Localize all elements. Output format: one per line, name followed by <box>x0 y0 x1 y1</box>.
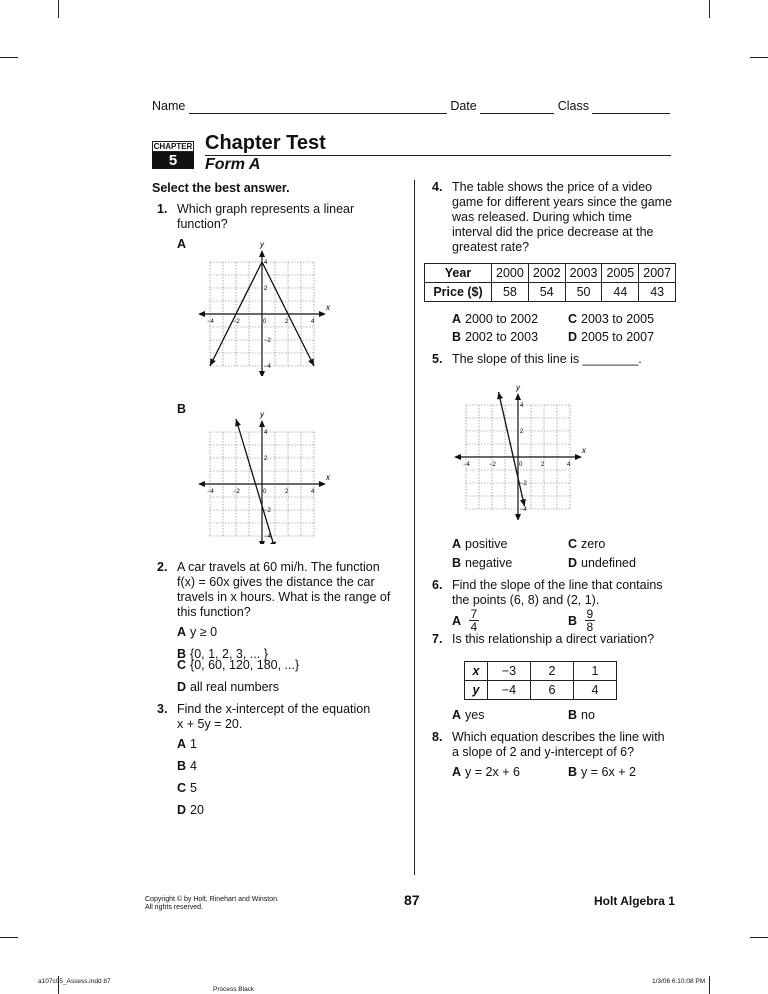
q2-option-d: D all real numbers <box>177 680 279 694</box>
x-axis-arrow <box>454 454 461 460</box>
question-1 <box>157 202 387 232</box>
table-cell: 2007 <box>639 264 676 283</box>
table-header: Price ($) <box>425 283 492 302</box>
table-cell: 6 <box>531 681 574 700</box>
q8-option-a: A y = 2x + 6 <box>452 765 520 779</box>
q4-option-c: C 2003 to 2005 <box>568 312 655 326</box>
date-blank <box>480 100 554 114</box>
table-cell: 44 <box>602 283 639 302</box>
y-axis-label: y <box>516 383 520 392</box>
page-number: 87 <box>404 892 420 908</box>
y-tick-label: 2 <box>264 286 268 292</box>
table-cell: 2002 <box>528 264 565 283</box>
q1-option-b-label: B <box>177 402 187 416</box>
question-2 <box>157 560 395 620</box>
class-blank <box>592 100 670 114</box>
instructions: Select the best answer. <box>152 181 290 195</box>
crop-mark <box>750 57 768 58</box>
q8-option-b: B y = 6x + 2 <box>568 765 636 779</box>
x-tick-label: 2 <box>541 462 545 468</box>
chapter-number: 5 <box>152 152 194 169</box>
question-number: 4. <box>432 180 443 194</box>
y-tick-label: −2 <box>264 508 271 514</box>
crop-mark <box>750 937 768 938</box>
copyright-line: Copyright © by Holt, Rinehart and Winston. <box>145 896 279 903</box>
book-title: Holt Algebra 1 <box>594 894 675 908</box>
q5-option-a: A positive <box>452 537 508 551</box>
crop-mark <box>0 57 18 58</box>
table-cell: 43 <box>639 283 676 302</box>
table-cell: 54 <box>528 283 565 302</box>
graph-q1-b <box>196 404 346 544</box>
x-tick-label: 2 <box>285 319 289 325</box>
y-axis-arrow <box>259 541 265 544</box>
line-arrowhead <box>497 392 503 399</box>
table-cell: −4 <box>488 681 531 700</box>
y-axis-arrow <box>515 393 521 400</box>
y-axis-arrow <box>515 514 521 520</box>
y-axis-arrow <box>259 420 265 427</box>
graph-q5 <box>450 378 602 520</box>
line-arrowhead <box>235 419 241 427</box>
question-number: 6. <box>432 578 443 592</box>
y-axis-label: y <box>260 240 264 249</box>
x-tick-label: −2 <box>233 489 240 495</box>
table-cell: 2003 <box>565 264 602 283</box>
fraction: $\frac{7}{4}$ <box>470 607 478 634</box>
crop-mark <box>709 976 710 994</box>
fraction: $\frac{9}{8}$ <box>586 607 594 634</box>
x-tick-label: 4 <box>567 462 571 468</box>
x-tick-label: −2 <box>489 462 496 468</box>
question-6 <box>432 578 674 608</box>
q4-option-d: D 2005 to 2007 <box>568 330 655 344</box>
y-tick-label: −4 <box>520 507 527 513</box>
question-5 <box>432 352 674 367</box>
name-field <box>152 99 670 114</box>
q5-option-c: C zero <box>568 537 606 551</box>
question-text: Which graph represents a linear function? <box>177 202 355 231</box>
y-axis-arrow <box>259 371 265 376</box>
x-tick-label: 4 <box>311 489 315 495</box>
question-4 <box>432 180 674 255</box>
y-tick-label: 4 <box>520 403 524 409</box>
y-axis-arrow <box>259 250 265 257</box>
class-label: Class <box>557 99 589 113</box>
q2-option-b: B {0, 1, 2, 3, ... } <box>177 647 268 661</box>
question-3 <box>157 702 377 732</box>
timestamp: 1/3/06 6:10:08 PM <box>652 978 706 985</box>
graph-q1-a <box>196 236 346 376</box>
process-label: Process Black <box>213 986 255 993</box>
q3-option-c: C 5 <box>177 781 197 795</box>
question-number: 3. <box>157 702 168 716</box>
table-cell: 50 <box>565 283 602 302</box>
name-blank <box>189 100 447 114</box>
crop-mark <box>0 937 18 938</box>
q4-option-a: A 2000 to 2002 <box>452 312 539 326</box>
q2-option-c: C {0, 60, 120, 180, ...} <box>177 658 300 672</box>
table-row <box>465 662 617 681</box>
y-axis-label: y <box>260 410 264 419</box>
question-text: Find the x-intercept of the equation x + 5y = 20. <box>177 702 371 731</box>
x-tick-label: 0 <box>263 489 267 495</box>
q1-option-a-label: A <box>177 237 187 251</box>
question-text: Is this relationship a direct variation? <box>452 632 655 646</box>
column-divider <box>414 180 415 875</box>
table-cell: 1 <box>574 662 617 681</box>
table-row <box>425 264 676 283</box>
chapter-word: CHAPTER <box>153 142 193 151</box>
q2-option-a: A y ≥ 0 <box>177 625 218 639</box>
title-rule <box>205 155 671 156</box>
x-tick-label: 4 <box>311 319 315 325</box>
q4-option-b: B 2002 to 2003 <box>452 330 539 344</box>
x-axis-arrow <box>319 481 326 487</box>
x-axis-arrow <box>198 481 205 487</box>
x-axis-label: x <box>326 473 330 482</box>
question-text: A car travels at 60 mi/h. The function f(x) = 60x gives the distance the car travels in x hours. What is the range of this function? <box>177 560 391 619</box>
table-cell: 2 <box>531 662 574 681</box>
y-tick-label: −2 <box>520 481 527 487</box>
line-arrowhead <box>520 499 526 506</box>
q3-option-a: A 1 <box>177 737 197 751</box>
question-text: The slope of this line is ________. <box>452 352 642 366</box>
q5-option-b: B negative <box>452 556 513 570</box>
y-tick-label: 4 <box>264 430 268 436</box>
x-axis-arrow <box>575 454 582 460</box>
page-title: Chapter Test <box>205 132 326 154</box>
question-number: 2. <box>157 560 168 574</box>
table-cell: 2005 <box>602 264 639 283</box>
table-cell: 4 <box>574 681 617 700</box>
graph-line <box>499 392 525 506</box>
x-axis-label: x <box>326 303 330 312</box>
x-tick-label: −4 <box>463 462 470 468</box>
question-number: 7. <box>432 632 443 646</box>
question-text: Find the slope of the line that contains the points (6, 8) and (2, 1). <box>452 578 663 607</box>
table-cell: 58 <box>492 283 529 302</box>
chapter-badge <box>152 141 194 169</box>
copyright <box>145 896 279 912</box>
q6-option-a: A $\frac{7}{4}$ <box>452 607 478 634</box>
y-tick-label: −2 <box>264 338 271 344</box>
x-axis-label: x <box>582 446 586 455</box>
table-cell: 2000 <box>492 264 529 283</box>
question-8 <box>432 730 674 760</box>
x-tick-label: −2 <box>233 319 240 325</box>
table-header: y <box>465 681 488 700</box>
question-number: 8. <box>432 730 443 744</box>
table-header: Year <box>425 264 492 283</box>
x-tick-label: 0 <box>263 319 267 325</box>
crop-mark <box>58 0 59 18</box>
table-row <box>425 283 676 302</box>
name-label: Name <box>152 99 186 113</box>
copyright-line: All rights reserved. <box>145 904 203 911</box>
y-tick-label: 2 <box>520 429 524 435</box>
x-tick-label: −4 <box>207 319 214 325</box>
table-row <box>465 681 617 700</box>
x-axis-arrow <box>319 311 326 317</box>
page-subtitle: Form A <box>205 156 261 173</box>
q7-option-a: A yes <box>452 708 485 722</box>
question-7 <box>432 632 674 647</box>
x-tick-label: 0 <box>519 462 523 468</box>
table-cell: −3 <box>488 662 531 681</box>
y-tick-label: 2 <box>264 456 268 462</box>
question-number: 1. <box>157 202 168 216</box>
q5-option-d: D undefined <box>568 556 636 570</box>
graph-line <box>236 419 275 544</box>
date-label: Date <box>450 99 477 113</box>
y-tick-label: −4 <box>264 364 271 370</box>
x-tick-label: 2 <box>285 489 289 495</box>
x-tick-label: −4 <box>207 489 214 495</box>
y-tick-label: 4 <box>264 260 268 266</box>
q3-option-d: D 20 <box>177 803 204 817</box>
table-header: x <box>465 662 488 681</box>
crop-mark <box>709 0 710 18</box>
file-slug: a107c05_Assess.indd 87 <box>38 978 111 985</box>
x-axis-arrow <box>198 311 205 317</box>
price-table <box>424 263 676 302</box>
variation-table <box>464 661 617 700</box>
question-text: Which equation describes the line with a slope of 2 and y-intercept of 6? <box>452 730 665 759</box>
q7-option-b: B no <box>568 708 595 722</box>
q6-option-b: B $\frac{9}{8}$ <box>568 607 594 634</box>
y-tick-label: −4 <box>264 534 271 540</box>
q3-option-b: B 4 <box>177 759 197 773</box>
question-text: The table shows the price of a video game for different years since the game was released. During which time interval did the price decrease at the greatest rate? <box>452 180 673 254</box>
question-number: 5. <box>432 352 443 366</box>
